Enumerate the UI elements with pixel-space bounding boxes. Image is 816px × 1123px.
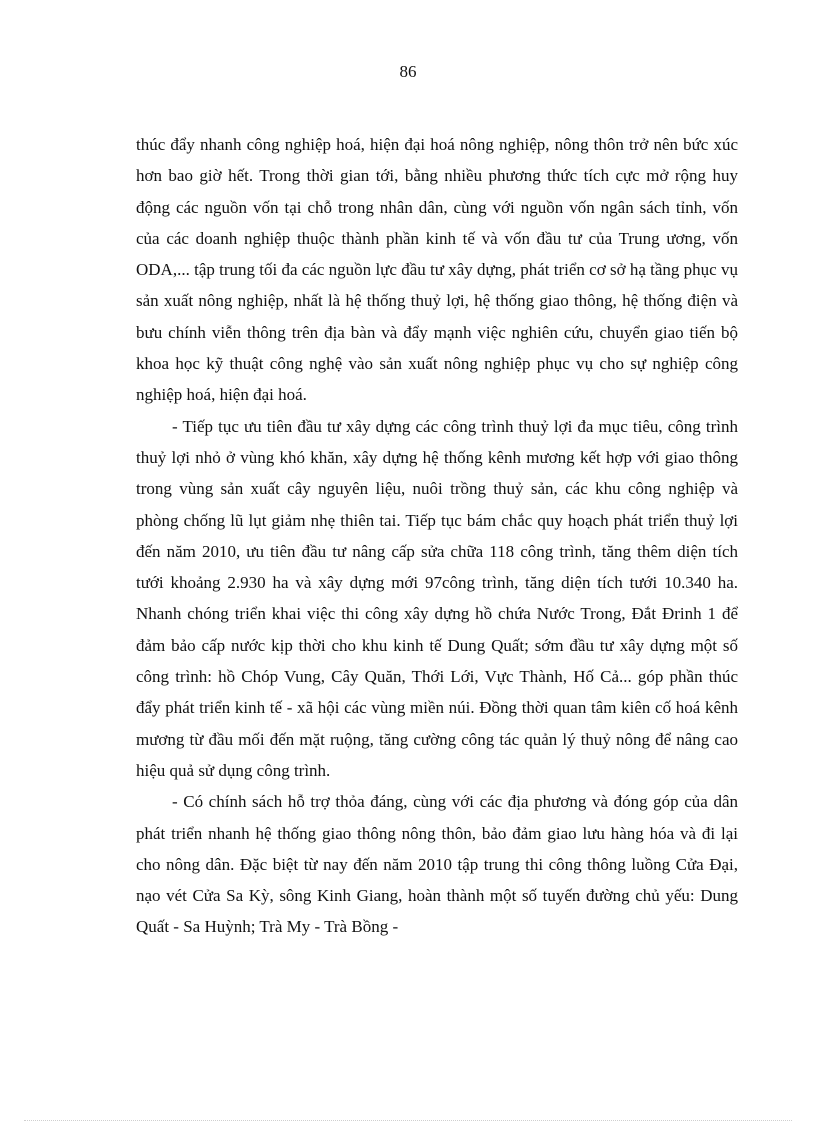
paragraph-2: - Tiếp tục ưu tiên đầu tư xây dựng các công trình thuỷ lợi đa mục tiêu, công trình thuỷ lợi nhỏ ở vùng khó khăn, xây dựng hệ thống kênh mương kết hợp với giao thông trong vùng sản xuất cây nguyên liệu, nuôi trồng thuỷ sản, các khu công nghiệp và phòng chống lũ lụt giảm nhẹ thiên tai. Tiếp tục bám chắc quy hoạch phát triển thuỷ lợi đến năm 2010, ưu tiên đầu tư nâng cấp sửa chữa 118 công trình, tăng thêm diện tích tưới khoảng 2.930 ha và xây dựng mới 97công trình, tăng diện tích tưới 10.340 ha. Nhanh chóng triển khai việc thi công xây dựng hồ chứa Nước Trong, Đắt Đrinh 1 để đảm bảo cấp nước kịp thời cho khu kinh tế Dung Quất; sớm đầu tư xây dựng một số công trình: hồ Chóp Vung, Cây Quăn, Thới Lới, Vực Thành, Hố Cả... góp phần thúc đẩy phát triển kinh tế - xã hội các vùng miền núi. Đồng thời quan tâm kiên cố hoá kênh mương từ đầu mối đến mặt ruộng, tăng cường công tác quản lý thuỷ nông để nâng cao hiệu quả sử dụng công trình. — [136, 416, 738, 780]
paragraph-1: thúc đẩy nhanh công nghiệp hoá, hiện đại hoá nông nghiệp, nông thôn trở nên bức xúc hơn bao giờ hết. Trong thời gian tới, bằng nhiều phương thức tích cực mở rộng huy động các nguồn vốn tại chỗ trong nhân dân, cùng với nguồn vốn ngân sách tỉnh, vốn của các doanh nghiệp thuộc thành phần kinh tế và vốn đầu tư của Trung ương, vốn ODA,... tập trung tối đa các nguồn lực đầu tư xây dựng, phát triển cơ sở hạ tầng phục vụ sản xuất nông nghiệp, nhất là hệ thống thuỷ lợi, hệ thống giao thông, hệ thống điện và bưu chính viễn thông trên địa bàn và đẩy mạnh việc nghiên cứu, chuyển giao tiến bộ khoa học kỹ thuật công nghệ vào sản xuất nông nghiệp phục vụ cho sự nghiệp công nghiệp hoá, hiện đại hoá. — [136, 135, 738, 405]
document-body — [136, 129, 738, 943]
page-number: 86 — [399, 62, 417, 81]
paragraph-3: - Có chính sách hỗ trợ thỏa đáng, cùng với các địa phương và đóng góp của dân phát triển nhanh hệ thống giao thông nông thôn, bảo đảm giao lưu hàng hóa và đi lại cho nông dân. Đặc biệt từ nay đến năm 2010 tập trung thi công thông luồng Cửa Đại, nạo vét Cửa Sa Kỳ, sông Kinh Giang, hoàn thành một số tuyến đường chủ yếu: Dung Quất - Sa Huỳnh; Trà My - Trà Bồng - — [136, 792, 738, 937]
page-bottom-divider — [24, 1120, 792, 1121]
